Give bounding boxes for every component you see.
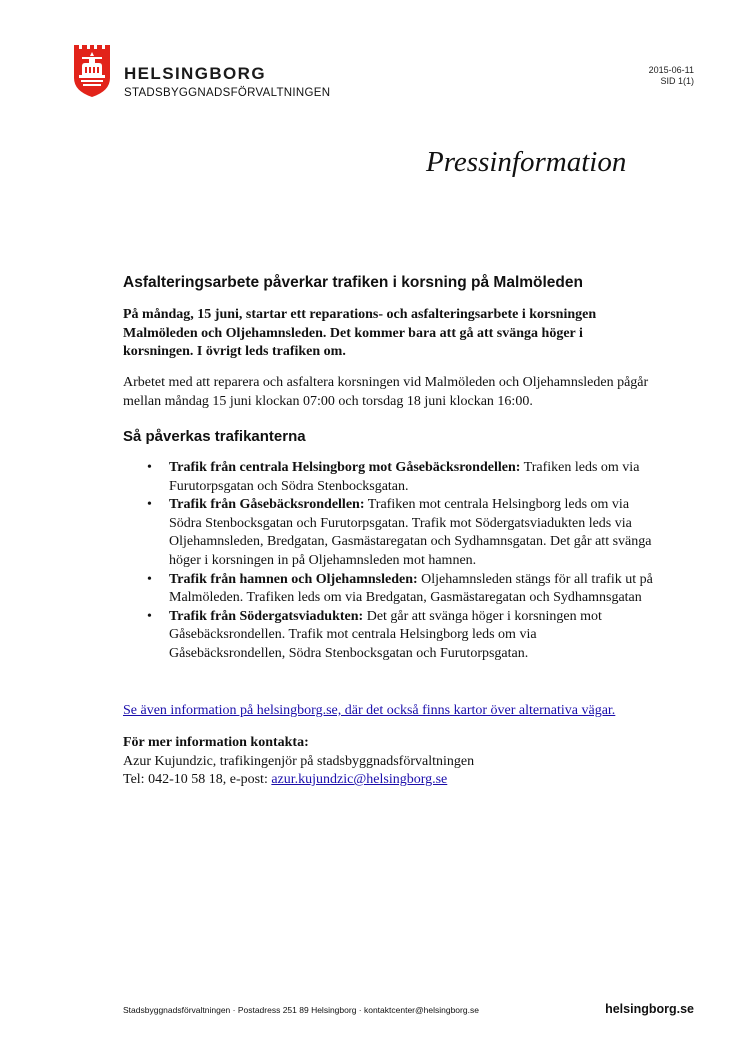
list-item-title: Trafik från Gåsebäcksrondellen: [169, 497, 365, 513]
list-item [123, 571, 653, 608]
contact-tel: Tel: 042-10 58 18, e-post: [123, 772, 272, 788]
bullet-icon: • [147, 571, 152, 587]
document-date: 2015-06-11 [648, 65, 694, 75]
list-item-text: Trafiken leds om via Furutorpsgatan och Södra Stenbocksgatan. [169, 460, 640, 494]
footer-address: Stadsbyggnadsförvaltningen · Postadress 251 89 Helsingborg · kontaktcenter@helsingborg.se [123, 1005, 479, 1015]
organization-name: HELSINGBORG [124, 64, 266, 83]
bullet-icon: • [147, 460, 152, 475]
list-item-title: Trafik från hamnen och Oljehamnsleden: [169, 571, 418, 587]
lead-paragraph: På måndag, 15 juni, startar ett reparations- och asfalteringsarbete i korsningen Malmöleden och Oljehamnsleden. Det kommer bara att gå att svänga höger i korsningen. I övrigt leds trafiken om. [123, 307, 597, 360]
department-name: STADSBYGGNADSFÖRVALTNINGEN [124, 87, 331, 99]
contact-name: Azur Kujundzic, trafikingenjör på stadsbyggnadsförvaltningen [123, 753, 475, 769]
traffic-impact-list [123, 459, 653, 664]
page-number: SID 1(1) [660, 76, 694, 86]
list-item [123, 496, 653, 570]
article-headline: Asfalteringsarbete påverkar trafiken i korsning på Malmöleden [123, 274, 583, 291]
bullet-icon: • [147, 497, 152, 513]
document-type-title: Pressinformation [426, 146, 627, 178]
contact-heading: För mer information kontakta: [123, 735, 309, 750]
list-item-text: Trafiken mot centrala Helsingborg leds om via Södra Stenbocksgatan och Furutorpsgatan. Trafik mot Södergatsviadukten leds via Oljehamnsleden, Bredgatan, Gasmästaregatan och Sydhamnsgatan. Det går att svänga höger i korsningen in på Oljehamnsleden mot hamnen. [169, 497, 652, 568]
info-link[interactable]: Se även information på helsingborg.se, där det också finns kartor över alternativa vägar. [123, 703, 616, 718]
list-item-text: Oljehamnsleden stängs för all trafik ut på Malmöleden. Trafiken leds om via Bredgatan, Gasmästaregatan och Sydhamnsgatan [169, 571, 653, 606]
body-paragraph: Arbetet med att reparera och asfaltera korsningen vid Malmöleden och Oljehamnsleden pågår mellan måndag 15 juni klockan 07:00 och torsdag 18 juni klockan 16:00. [123, 375, 649, 409]
contact-block [123, 734, 474, 790]
list-item [123, 459, 653, 496]
footer-site-link[interactable]: helsingborg.se [605, 1002, 694, 1016]
list-item [123, 608, 653, 664]
helsingborg-crest-icon [73, 44, 111, 98]
list-item-text: Det går att svänga höger i korsningen mot Gåsebäcksrondellen. Trafik mot centrala Helsingborg leds om via Gåsebäcksrondellen, Södra Stenbocksgatan och Furutorpsgatan. [169, 608, 602, 661]
section-subheading: Så påverkas trafikanterna [123, 428, 306, 445]
contact-email-link[interactable]: azur.kujundzic@helsingborg.se [271, 772, 448, 788]
list-item-title: Trafik från Södergatsviadukten: [169, 608, 364, 624]
list-item-title: Trafik från centrala Helsingborg mot Gåsebäcksrondellen: [169, 460, 521, 475]
bullet-icon: • [147, 608, 152, 624]
